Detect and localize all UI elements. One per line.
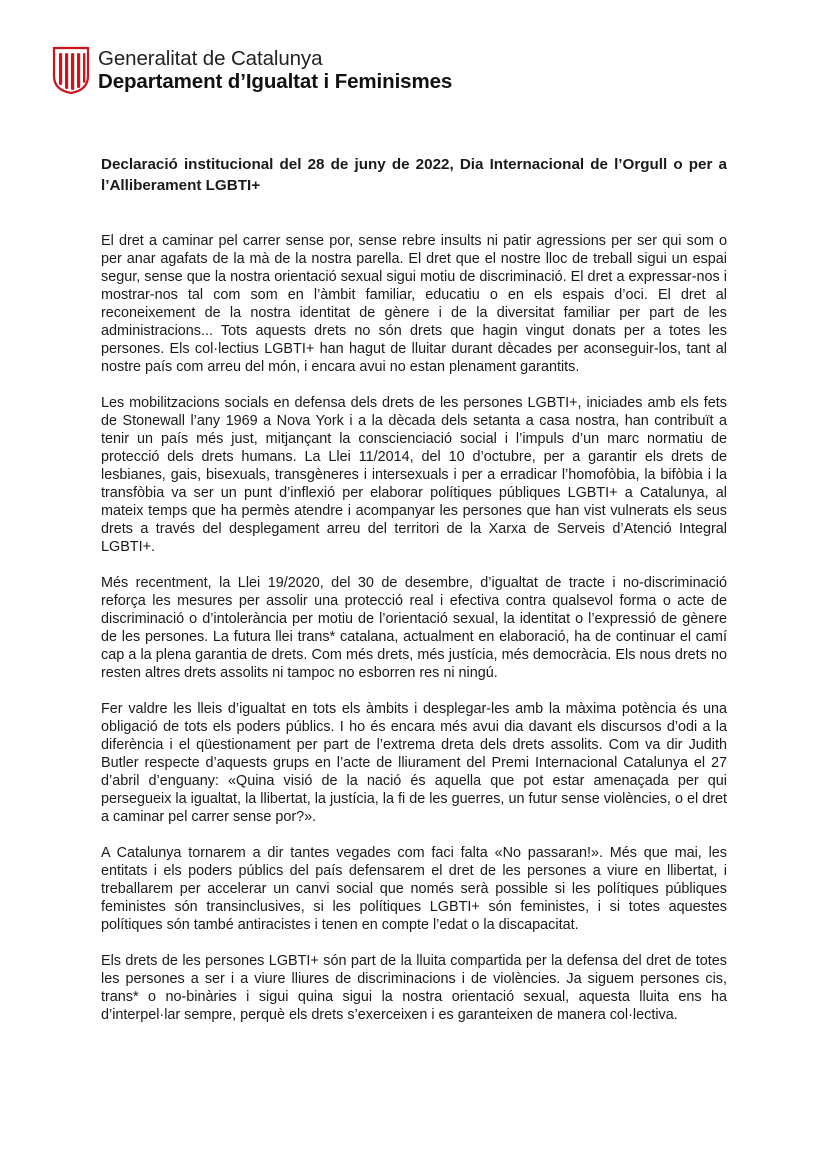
paragraph-2: Les mobilitzacions socials en defensa dels drets de les persones LGBTI+, iniciades amb els fets de Stonewall l’any 1969 a Nova York i a la dècada dels setanta a casa nostra, han contribuït a tenir un país més just, mitjançant la conscienciació social i l’impuls d’un marc normatiu de protecció dels drets humans. La Llei 11/2014, del 10 d’octubre, per a garantir els drets de lesbianes, gais, bisexuals, transgèneres i intersexuals i per a erradicar l’homofòbia, la bifòbia i la transfòbia va ser un punt d’inflexió per elaborar polítiques públiques LGBTI+ a Catalunya, al mateix temps que ha permès atendre i acompanyar les persones que han vist vulnerats els seus drets a través del desplegament arreu del territori de la Xarxa de Serveis d’Atenció Integral LGBTI+. <box>101 395 727 555</box>
document-body <box>101 232 727 1042</box>
generalitat-logo-icon <box>52 46 90 94</box>
document-title: Declaració institucional del 28 de juny de 2022, Dia Internacional de l’Orgull o per a l’Alliberament LGBTI+ <box>101 156 727 194</box>
government-name: Generalitat de Catalunya <box>98 47 323 70</box>
paragraph-3: Més recentment, la Llei 19/2020, del 30 de desembre, d’igualtat de tracte i no-discriminació reforça les mesures per assolir una protecció real i efectiva contra qualsevol forma o acte de discriminació o d’intolerància per motiu de l’orientació sexual, la identitat o l’expressió de gènere de les persones. La futura llei trans* catalana, actualment en elaboració, ha de continuar el camí cap a la plena garantia de drets. Com més drets, més justícia, més democràcia. Els nous drets no resten altres drets assolits ni tampoc no esborren res ni ningú. <box>101 575 727 681</box>
paragraph-4: Fer valdre les lleis d’igualtat en tots els àmbits i desplegar-les amb la màxima potència és una obligació de tots els poders públics. I ho és encara més avui dia davant els discursos d’odi a la diferència i el qüestionament per part de l’extrema dreta dels drets assolits. Com va dir Judith Butler respecte d’aquests grups en l’acte de lliurament del Premi Internacional Catalunya el 27 d’abril d’enguany: «Quina visió de la nació és aquella que pot estar amenaçada per qui persegueix la igualtat, la llibertat, la justícia, la fi de les guerres, un futur sense violències, o el dret a caminar pel carrer sense por?». <box>101 701 727 825</box>
paragraph-5: A Catalunya tornarem a dir tantes vegades com faci falta «No passaran!». Més que mai, les entitats i els poders públics del país defensarem el dret de les persones a viure en llibertat, i treballarem per accelerar un canvi social que només serà possible si les polítiques públiques feministes són transinclusives, si les polítiques LGBTI+ són feministes, i si totes aquestes polítiques són també antiracistes i tenen en compte l’edat o la discapacitat. <box>101 845 727 933</box>
letterhead <box>52 44 452 96</box>
paragraph-6: Els drets de les persones LGBTI+ són part de la lluita compartida per la defensa del dret de totes les persones a ser i a viure lliures de discriminacions i de violències. Ja siguem persones cis, trans* o no-binàries i sigui quina sigui la nostra orientació sexual, aquesta lluita ens ha d’interpel·lar sempre, perquè els drets s’exerceixen i es garanteixen de manera col·lectiva. <box>101 953 727 1023</box>
paragraph-1: El dret a caminar pel carrer sense por, sense rebre insults ni patir agressions per ser qui som o per anar agafats de la mà de la nostra parella. El dret que el nostre lloc de treball sigui un espai segur, sense que la nostra orientació sexual sigui motiu de discriminació. El dret a expressar-nos i mostrar-nos tal com som en l’àmbit familiar, educatiu o en els espais d’oci. El dret al reconeixement de la nostra identitat de gènere i de la diversitat familiar per part de les administracions... Tots aquests drets no són drets que hagin vingut donats per a totes les persones. Els col·lectius LGBTI+ han hagut de lluitar durant dècades per aconseguir-los, tant al nostre país com arreu del món, i encara avui no estan plenament garantits. <box>101 233 727 375</box>
organization-name <box>98 47 452 93</box>
department-name: Departament d’Igualtat i Feminismes <box>98 70 453 93</box>
